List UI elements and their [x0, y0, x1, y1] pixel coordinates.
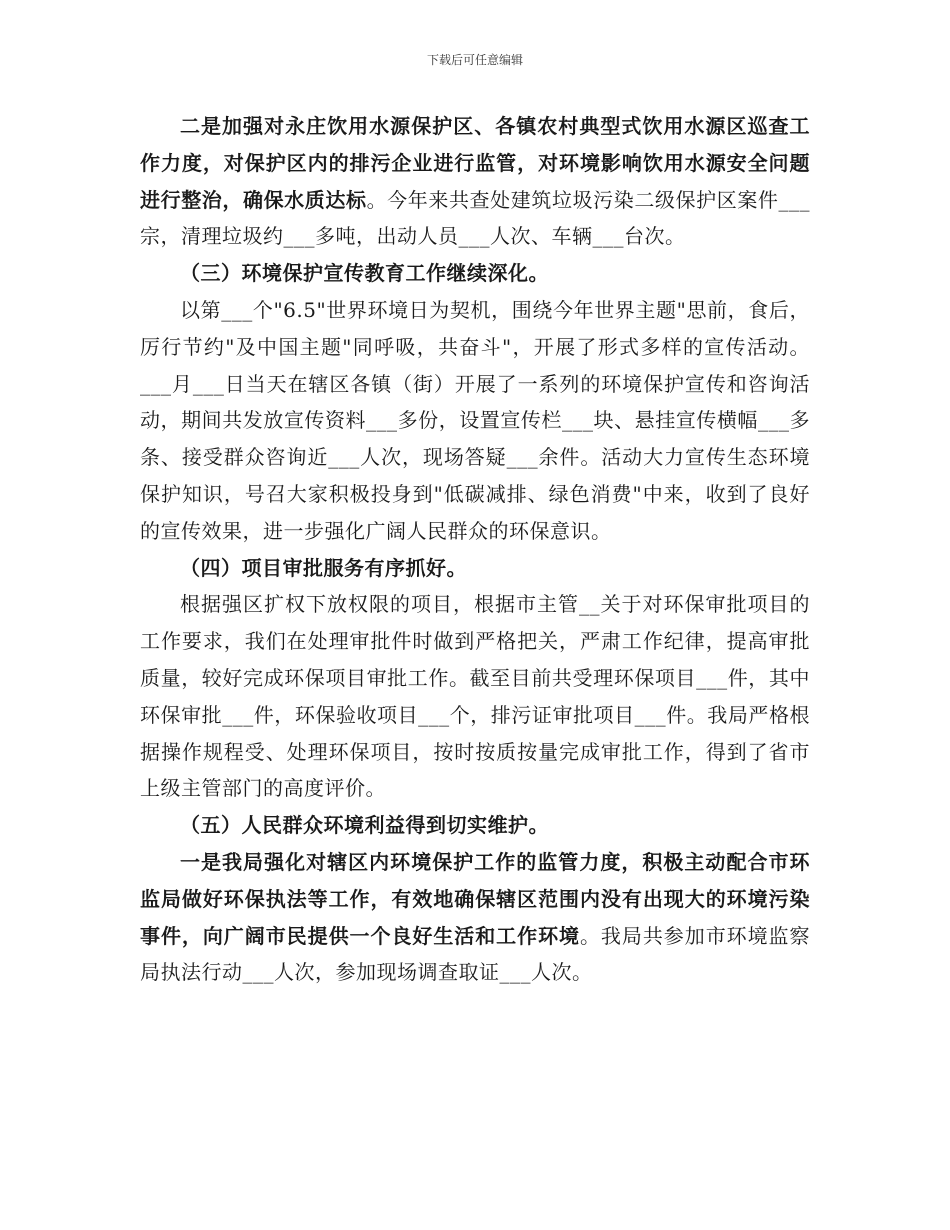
section-heading-4: （四）项目审批服务有序抓好。 — [180, 555, 467, 580]
paragraph-supervision — [140, 844, 810, 991]
section-heading-5: （五）人民群众环境利益得到切实维护。 — [180, 813, 549, 838]
paragraph-water-source — [140, 108, 810, 255]
paragraph-lead: 二是加强对永庄饮用水源保护区、各镇农村典型式饮用水源区巡查工作力度，对保护区内的排污企业进行监管，对环境影响饮用水源安全问题进行整治，确保水质达标 — [140, 114, 810, 212]
paragraph-lead: 一是我局强化对辖区内环境保护工作的监管力度，积极主动配合市环监局做好环保执法等工作，有效地确保辖区范围内没有出现大的环境污染事件，向广阔市民提供一个良好生活和工作环境 — [140, 849, 810, 948]
document-body — [140, 108, 810, 991]
paragraph-text: 。今年来共查处建筑垃圾污染二级保护区案件___宗，清理垃圾约___多吨，出动人员___人次、车辆___台次。 — [140, 187, 811, 249]
paragraph-publicity: 以第___个"6.5"世界环境日为契机，围绕今年世界主题"思前，食后，厉行节约"及中国主题"同呼吸，共奋斗"，开展了形式多样的宣传活动。___月___日当天在辖区各镇（街）开展了一系列的环境保护宣传和咨询活动，期间共发放宣传资料___多份，设置宣传栏___块、悬挂宣传横幅___多条、接受群众咨询近___人次，现场答疑___余件。活动大力宣传生态环境保护知识，号召大家积极投身到"低碳减排、绿色消费"中来，收到了良好的宣传效果，进一步强化广阔人民群众的环保意识。 — [140, 297, 810, 543]
section-heading-3: （三）环境保护宣传教育工作继续深化。 — [180, 261, 549, 286]
paragraph-approval: 根据强区扩权下放权限的项目，根据市主管__关于对环保审批项目的工作要求，我们在处理审批件时做到严格把关，严肃工作纪律，提高审批质量，较好完成环保项目审批工作。截至目前共受理环保项目___件，其中环保审批___件，环保验收项目___个，排污证审批项目___件。我局严格根据操作规程受、处理环保项目，按时按质按量完成审批工作，得到了省市上级主管部门的高度评价。 — [140, 592, 810, 801]
page-header: 下载后可任意编辑 — [426, 53, 523, 67]
paragraph-text: 。我局共参加市环境监察局执法行动___人次，参加现场调查取证___人次。 — [140, 923, 811, 985]
